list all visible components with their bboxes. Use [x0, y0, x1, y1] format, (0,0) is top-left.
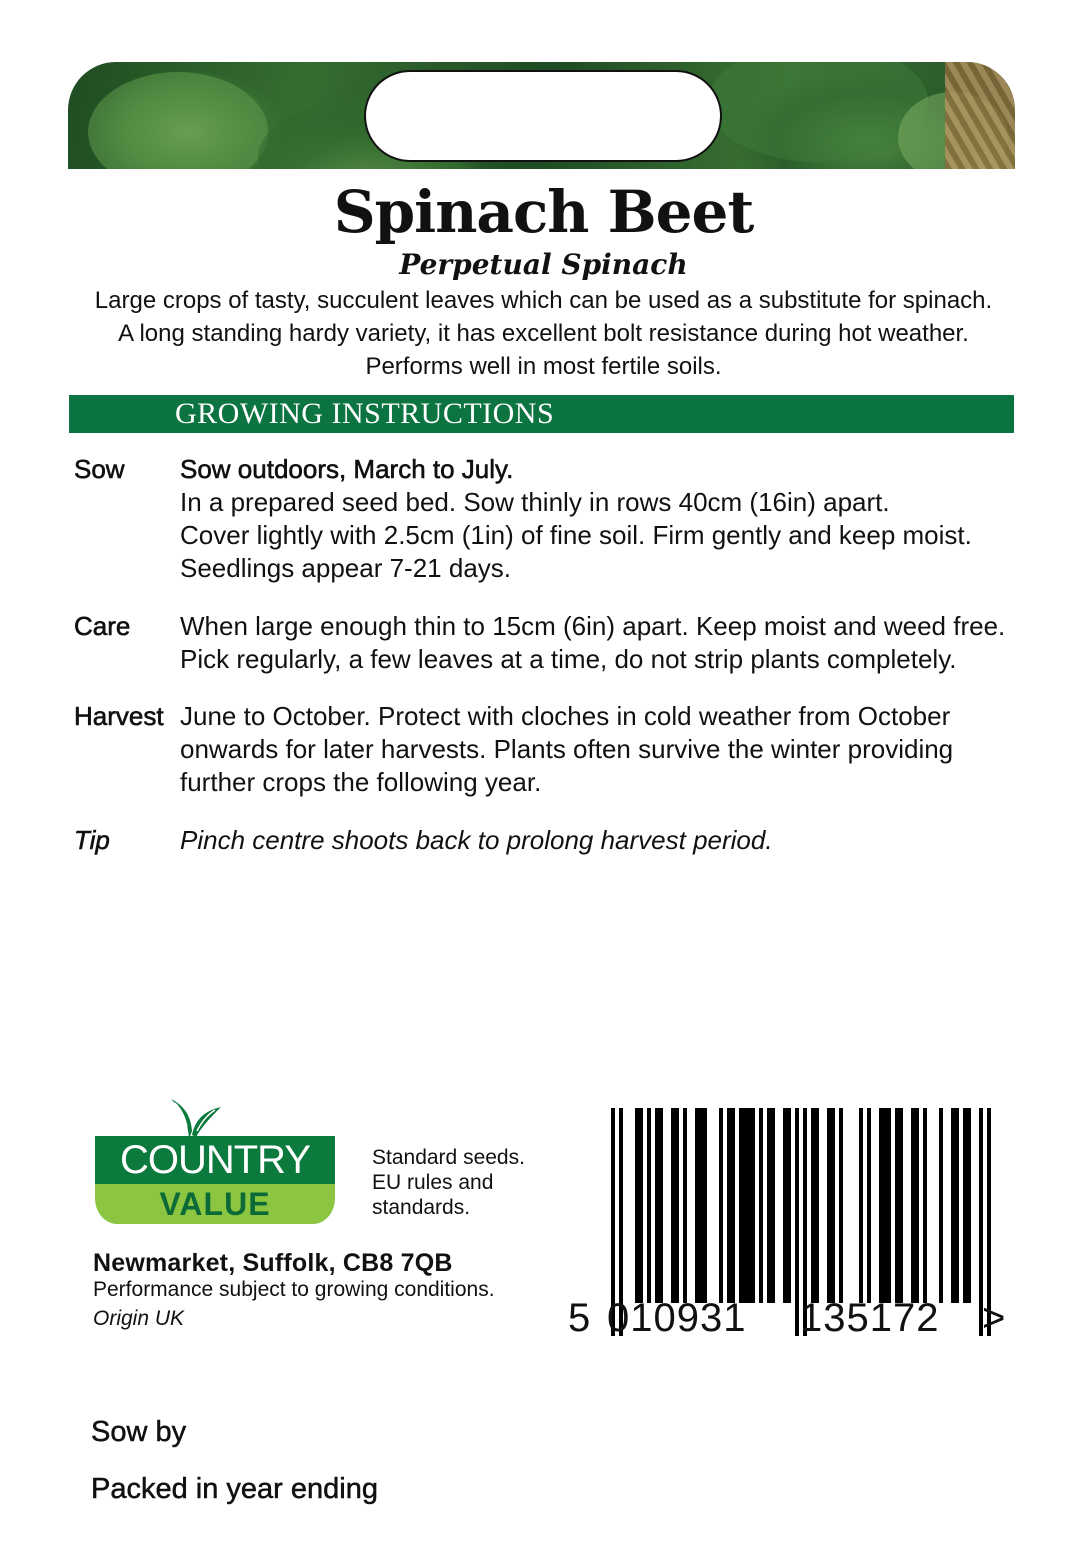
instruction-label: Care: [74, 611, 131, 641]
company-address: Newmarket, Suffolk, CB8 7QB: [93, 1249, 453, 1277]
product-title: Spinach Beet: [333, 178, 754, 246]
standard-line: EU rules and: [372, 1171, 494, 1194]
barcode-bar: [967, 1108, 971, 1303]
instruction-line: Pick regularly, a few leaves at a time, do not strip plants completely.: [180, 644, 957, 674]
instruction-content: [180, 610, 1040, 676]
performance-note: Performance subject to growing conditions.: [93, 1278, 495, 1301]
barcode-bar: [639, 1108, 643, 1303]
instruction-label: Harvest: [74, 701, 164, 731]
barcode-bar: [635, 1108, 639, 1303]
barcode-bar: [831, 1108, 835, 1303]
logo-value-text: VALUE: [159, 1186, 271, 1222]
product-description: [40, 284, 1047, 383]
barcode-bar: [951, 1108, 955, 1303]
instruction-line: Seedlings appear 7-21 days.: [180, 553, 512, 583]
barcode-bar: [703, 1108, 707, 1303]
hang-hole: [364, 70, 722, 162]
barcode-bar: [727, 1108, 731, 1303]
barcode-bar: [883, 1108, 887, 1303]
instruction-line: onwards for later harvests. Plants often survive the winter providing: [180, 734, 954, 764]
instruction-content: [180, 453, 1040, 585]
description-line: Performs well in most fertile soils.: [365, 353, 722, 380]
instruction-line: Cover lightly with 2.5cm (1in) of fine soil. Firm gently and keep moist.: [180, 520, 972, 550]
barcode-bar: [963, 1108, 967, 1303]
barcode-bar: [827, 1108, 831, 1303]
barcode-bar: [671, 1108, 675, 1303]
standard-line: Standard seeds.: [372, 1146, 525, 1169]
barcode-bar: [915, 1108, 919, 1303]
barcode-bar: [859, 1108, 863, 1303]
barcode-bar: [911, 1108, 915, 1303]
barcode-bar: [955, 1108, 959, 1303]
instruction-content: [180, 700, 1040, 799]
barcode-left-digits: 010931: [607, 1296, 747, 1340]
standard-seeds-note: [372, 1145, 525, 1220]
packed-label: Packed in year ending: [91, 1473, 378, 1505]
sprout-icon: [155, 1095, 225, 1139]
barcode-bar: [899, 1108, 903, 1303]
barcode-bar: [787, 1108, 791, 1303]
barcode-bar: [683, 1108, 687, 1303]
logo-country-text: COUNTRY: [119, 1138, 311, 1182]
barcode-first-digit: 5: [568, 1296, 591, 1340]
barcode-bar: [783, 1108, 787, 1303]
barcode-bar: [815, 1108, 819, 1303]
barcode-bar: [759, 1108, 763, 1303]
instruction-line: June to October. Protect with cloches in cold weather from October: [180, 701, 951, 731]
standard-line: standards.: [372, 1196, 471, 1219]
instruction-line: further crops the following year.: [180, 767, 542, 797]
barcode-bar: [771, 1108, 775, 1303]
barcode-bar: [923, 1108, 927, 1303]
barcode-bar: [647, 1108, 651, 1303]
product-subtitle: Perpetual Spinach: [399, 248, 688, 281]
barcode-guard-bar: [795, 1108, 799, 1336]
barcode-bar: [895, 1108, 899, 1303]
leaf-shape: [88, 72, 268, 169]
barcode-bar: [887, 1108, 891, 1303]
instruction-label: Tip: [74, 825, 110, 855]
barcode-bar: [719, 1108, 723, 1303]
basket-weave: [945, 62, 1015, 169]
instruction-lead: Sow outdoors, March to July.: [180, 454, 514, 484]
barcode-right-digits: 135172: [800, 1296, 940, 1340]
barcode-bar: [675, 1108, 679, 1303]
barcode-bar: [867, 1108, 871, 1303]
growing-instructions-heading: GROWING INSTRUCTIONS: [69, 395, 1014, 433]
instruction-label: Sow: [74, 454, 125, 484]
barcode-bar: [767, 1108, 771, 1303]
leaf-shape: [708, 62, 928, 162]
barcode-bar: [659, 1108, 663, 1303]
barcode-end-mark: >: [982, 1296, 1006, 1340]
barcode-bar: [695, 1108, 699, 1303]
barcode-bar: [731, 1108, 735, 1303]
barcode-bar: [699, 1108, 703, 1303]
instruction-line: In a prepared seed bed. Sow thinly in rows 40cm (16in) apart.: [180, 487, 890, 517]
description-line: A long standing hardy variety, it has excellent bolt resistance during hot weather.: [118, 320, 969, 347]
barcode-bar: [939, 1108, 943, 1303]
description-line: Large crops of tasty, succulent leaves which can be used as a substitute for spinach.: [94, 287, 993, 314]
barcode-bar: [839, 1108, 843, 1303]
barcode-bar: [739, 1108, 743, 1303]
barcode-bar: [747, 1108, 751, 1303]
origin-note: Origin UK: [93, 1307, 185, 1330]
barcode-bar: [751, 1108, 755, 1303]
barcode-bar: [743, 1108, 747, 1303]
instruction-line: When large enough thin to 15cm (6in) apart. Keep moist and weed free.: [180, 611, 1006, 641]
barcode-bar: [811, 1108, 815, 1303]
sow-by-label: Sow by: [91, 1416, 187, 1448]
instruction-content: Pinch centre shoots back to prolong harvest period.: [180, 825, 773, 855]
country-value-logo: [95, 1095, 335, 1227]
barcode-bar: [655, 1108, 659, 1303]
barcode-bar: [879, 1108, 883, 1303]
